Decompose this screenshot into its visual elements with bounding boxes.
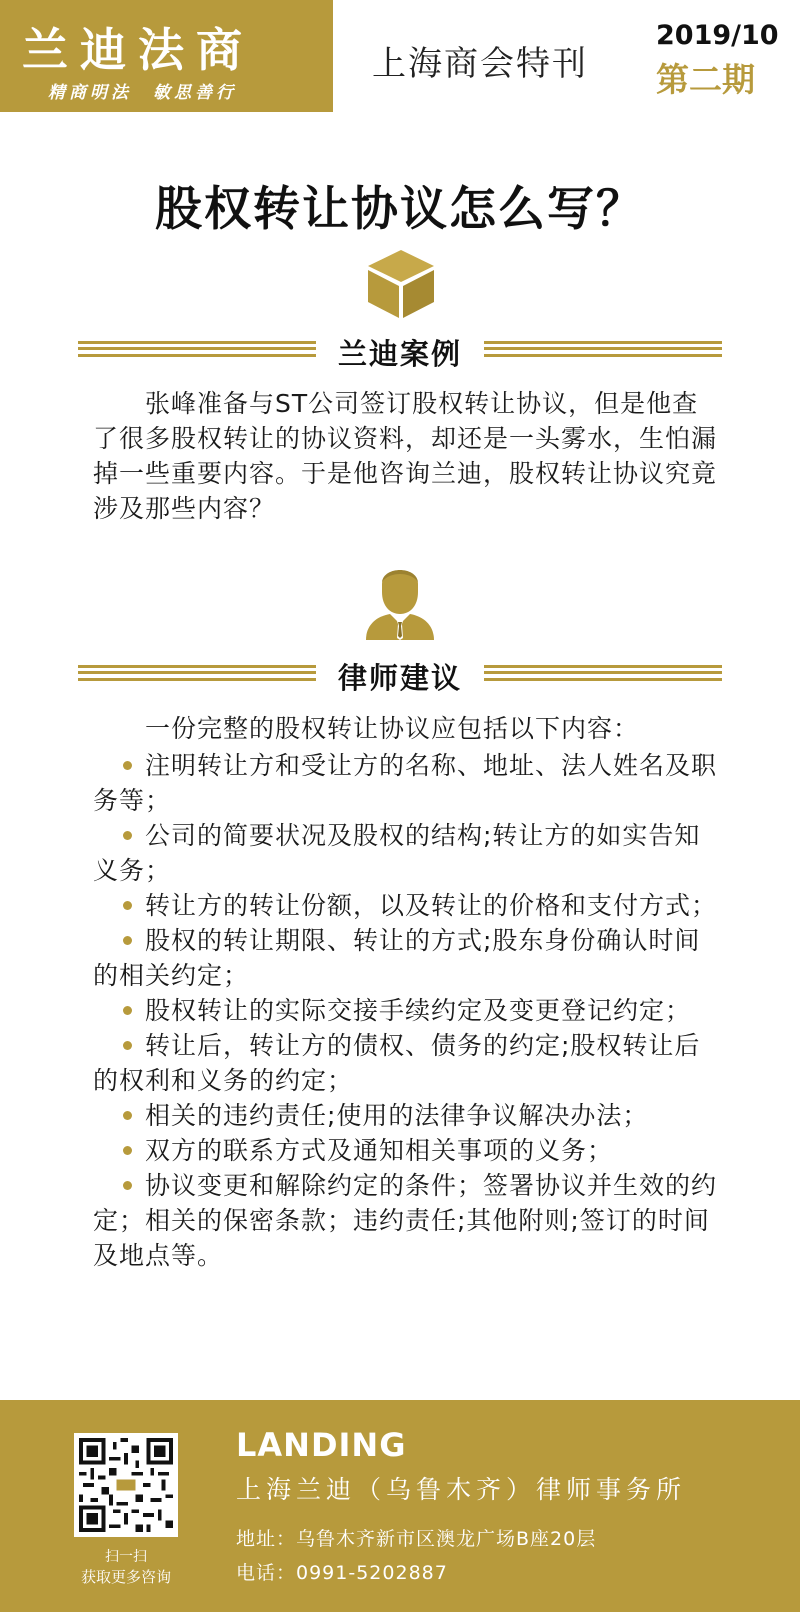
logo <box>0 0 333 112</box>
page-title: 股权转让协议怎么写？ <box>155 182 645 237</box>
box-icon <box>366 248 436 320</box>
lawyer-icon <box>360 562 440 640</box>
divider <box>484 341 722 357</box>
bullet-icon <box>123 1181 132 1190</box>
list-item-text: 注明转让方和受让方的名称、地址、法人姓名及职务等； <box>93 751 718 815</box>
list-item <box>93 993 721 1028</box>
footer <box>0 1400 800 1612</box>
address: 地址：乌鲁木齐新市区澳龙广场B座20层 <box>236 1528 597 1550</box>
header <box>0 0 800 112</box>
bullet-icon <box>123 1111 132 1120</box>
list-item-text: 相关的违约责任;使用的法律争议解决办法； <box>145 1101 649 1130</box>
list-item <box>93 818 721 888</box>
list-item-text: 股权的转让期限、转让的方式;股东身份确认时间的相关约定； <box>93 926 701 990</box>
logo-slogan: 精商明法 敏思善行 <box>48 83 237 103</box>
case-section-header <box>78 332 722 371</box>
bullet-icon <box>123 761 132 770</box>
qr-caption-scan: 扫一扫 <box>105 1549 147 1565</box>
case-section-label: 兰迪案例 <box>337 337 462 371</box>
divider <box>78 665 316 681</box>
phone-number[interactable]: 电话：0991-5202887 <box>236 1562 448 1584</box>
list-item <box>93 748 721 818</box>
list-item-text: 公司的简要状况及股权的结构;转让方的如实告知义务； <box>93 821 701 885</box>
list-item-text: 转让方的转让份额，以及转让的价格和支付方式； <box>145 891 718 920</box>
advice-intro: 一份完整的股权转让协议应包括以下内容： <box>145 714 640 743</box>
case-text: 张峰准备与ST公司签订股权转让协议，但是他查了很多股权转让的协议资料，却还是一头雾水，生怕漏掉一些重要内容。于是他咨询兰迪，股权转让协议究竟涉及那些内容？ <box>93 389 718 523</box>
qr-code[interactable] <box>74 1433 178 1537</box>
divider <box>484 665 722 681</box>
issue-date: 2019/10 <box>656 20 779 51</box>
list-item-text: 股权转让的实际交接手续约定及变更登记约定； <box>145 996 692 1025</box>
list-item-text: 双方的联系方式及通知相关事项的义务； <box>145 1136 614 1165</box>
brand-logo: LANDING <box>236 1426 407 1464</box>
qr-caption-more: 获取更多咨询 <box>80 1568 171 1586</box>
bullet-icon <box>123 1146 132 1155</box>
special-issue-title: 上海商会特刊 <box>372 44 588 84</box>
list-item <box>93 1098 721 1133</box>
advice-list <box>93 748 721 1273</box>
list-item-text: 协议变更和解除约定的条件；签署协议并生效的约定；相关的保密条款；违约责任;其他附则;签订的时间及地点等。 <box>93 1171 718 1270</box>
bullet-icon <box>123 831 132 840</box>
list-item <box>93 923 721 993</box>
list-item <box>93 888 721 923</box>
list-item <box>93 1168 721 1273</box>
bullet-icon <box>123 1006 132 1015</box>
firm-name: 上海兰迪（乌鲁木齐）律师事务所 <box>236 1475 687 1504</box>
list-item-text: 转让后，转让方的债权、债务的约定;股权转让后的权利和义务的约定； <box>93 1031 701 1095</box>
advice-section-label: 律师建议 <box>337 661 462 695</box>
bullet-icon <box>123 936 132 945</box>
divider <box>78 341 316 357</box>
logo-main-text: 兰迪法商 <box>22 23 254 77</box>
list-item <box>93 1133 721 1168</box>
advice-section-header <box>78 656 722 695</box>
list-item <box>93 1028 721 1098</box>
issue-number: 第二期 <box>656 60 755 99</box>
bullet-icon <box>123 1041 132 1050</box>
bullet-icon <box>123 901 132 910</box>
